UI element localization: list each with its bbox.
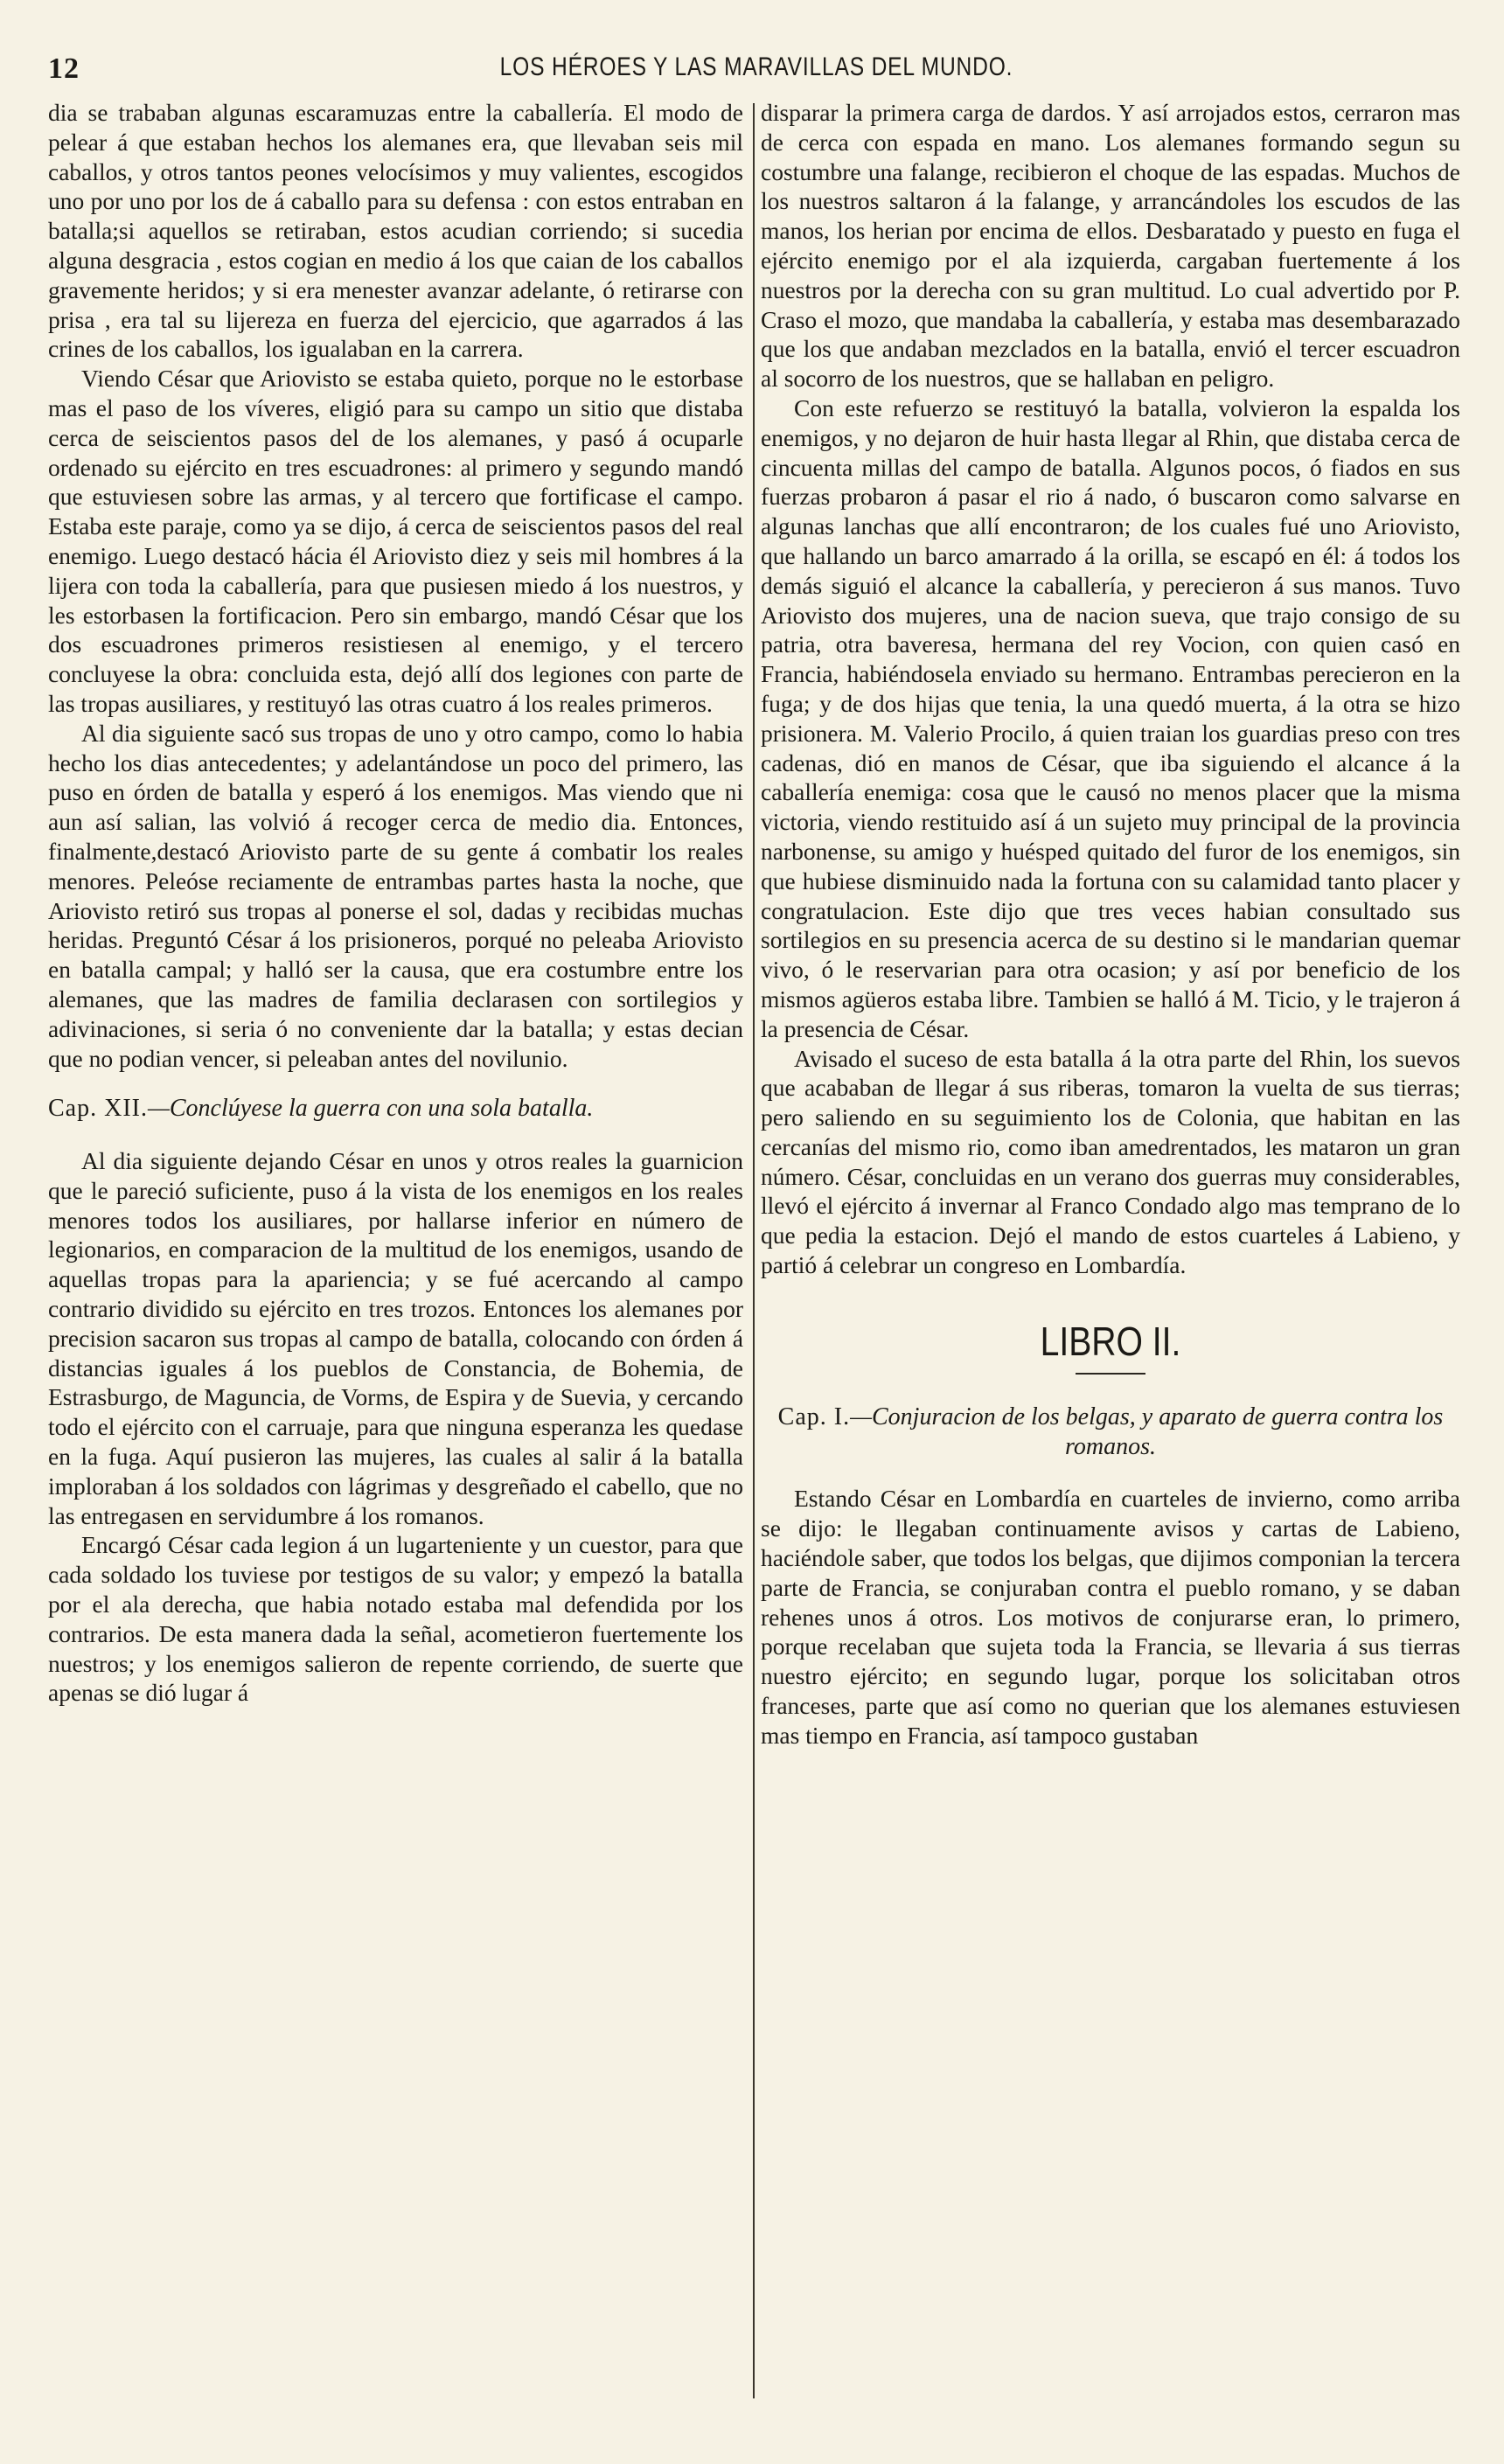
book-title-rule <box>1076 1373 1145 1375</box>
running-title: LOS HÉROES Y LAS MARAVILLAS DEL MUNDO. <box>499 52 1013 81</box>
paragraph: Con este refuerzo se restituyó la batalla, volvieron la espalda los enemigos, y no dejaron de huir hasta llegar al Rhin, que distaba cerca de cincuenta millas del campo de batalla. Algunos pocos, ó fiados en sus fuerzas probaron á pasar el rio á nado, ó buscaron como salvarse en algunas lanchas que allí encontraron; de los cuales fué uno Ariovisto, que hallando un barco amarrado á la orilla, se escapó en él: á todos los demás siguió el alcance la caballería, y perecieron á sus manos. Tuvo Ariovisto dos mujeres, una de nacion sueva, que trajo consigo de su patria, otra baveresa, hermana del rey Vocion, con quien casó en Francia, habiéndosela enviado su hermano. Entrambas perecieron en la fuga; y de dos hijas que tenia, la una quedó muerta, á la otra se hizo prisionera. M. Valerio Procilo, á quien traian los guardias preso con tres cadenas, dió en manos de César, que iba siguiendo el alcance á la caballería enemiga: cosa que le causó no menos placer que la misma victoria, viendo restituido así á un sujeto muy principal de la provincia narbonense, su amigo y huésped quitado del furor de los enemigos, sin que hubiese disminuido nada la fortuna con su calamidad tanto placer y congratulacion. Este dijo que tres veces habian consultado sus sortilegios en su presencia acerca de su destino si le mandarian quemar vivo, ó le reservarian para otra ocasion; y así por beneficio de los mismos agüeros estaba libre. Tambien se halló á M. Ticio, y le trajeron á la presencia de César. <box>761 393 1460 1042</box>
chapter-heading <box>761 1403 1460 1462</box>
page-header <box>48 52 1465 96</box>
page-number: 12 <box>48 52 80 85</box>
left-column <box>48 98 743 2406</box>
column-divider <box>753 103 755 2398</box>
paragraph: Al dia siguiente dejando César en unos y otros reales la guarnicion que le pareció suficiente, puso á la vista de los enemigos en los reales menores todos los ausiliares, por hallarse inferior en número de legionarios, en comparacion de la multitud de los enemigos, usando de aquellas tropas para la apariencia; y se fué acercando al campo contrario dividido su ejército en tres trozos. Entonces los alemanes por precision sacaron sus tropas al campo de batalla, colocando con órden á distancias iguales á los pueblos de Constancia, de Bohemia, de Estrasburgo, de Maguncia, de Vorms, de Espira y de Suevia, y cercando todo el ejército con el carruaje, para que ninguna esperanza les quedase en la fuga. Aquí pusieron las mujeres, las cuales al salir á la batalla imploraban á los soldados con lágrimas y desgreñado el cabello, que no las entregasen en servidumbre á los romanos. <box>48 1147 743 1529</box>
paragraph: Al dia siguiente sacó sus tropas de uno y otro campo, como lo habia hecho los dias antecedentes; y adelantándose un poco del primero, las puso en órden de batalla y esperó á los enemigos. Mas viendo que ni aun así salian, las volvió á recoger cerca de medio dia. Entonces, finalmente,destacó Ariovisto parte de su gente á combatir los reales menores. Peleóse reciamente de entrambas partes hasta la noche, que Ariovisto retiró sus tropas al ponerse el sol, dadas y recibidas muchas heridas. Preguntó César á los prisioneros, porqué no peleaba Ariovisto en batalla campal; y halló ser la causa, que era costumbre entre los alemanes, que las madres de familia declarasen con sortilegios y adivinaciones, si seria ó no conveniente dar la batalla; y estas decian que no podian vencer, si peleaban antes del novilunio. <box>48 719 743 1072</box>
chapter-heading <box>48 1094 743 1124</box>
chapter-title: —Conjuracion de los belgas, y aparato de guerra contra los romanos. <box>850 1403 1444 1460</box>
paragraph: disparar la primera carga de dardos. Y así arrojados estos, cerraron mas de cerca con espada en mano. Los alemanes formando segun su costumbre una falange, recibieron el choque de las espadas. Muchos de los nuestros saltaron á la falange, y arrancándoles los escudos de las manos, los herian por encima de ellos. Desbaratado y puesto en fuga el ejército enemigo por el ala izquierda, cargaban fuertemente á los nuestros por la derecha con su gran multitud. Lo cual advertido por P. Craso el mozo, que mandaba la caballería, y estaba mas desembarazado que los que andaban mezclados en la batalla, envió el tercer escuadron al socorro de los nuestros, que se hallaban en peligro. <box>761 99 1460 393</box>
chapter-title: —Conclúyese la guerra con una sola batalla. <box>147 1095 594 1123</box>
paragraph: dia se trababan algunas escaramuzas entre la caballería. El modo de pelear á que estaban hechos los alemanes era, que llevaban seis mil caballos, y otros tantos peones velocísimos y muy valientes, escogidos uno por uno por los de á caballo para su defensa : con estos entraban en batalla;si aquellos se retiraban, estos acudian corriendo; si sucedia alguna desgracia , estos cogian en medio á los que caian de los caballos gravemente heridos; y si era menester avanzar adelante, ó retirarse con prisa , era tal su lijereza en fuerza del ejercicio, que agarrados á las crines de los caballos, los igualaban en la carrera. <box>48 99 743 363</box>
chapter-label: Cap. XII. <box>48 1095 148 1123</box>
paragraph: Estando César en Lombardía en cuarteles de invierno, como arriba se dijo: le llegaban continuamente avisos y cartas de Labieno, haciéndole saber, que todos los belgas, que dijimos componian la tercera parte de Francia, se conjuraban contra el pueblo romano, y se daban rehenes unos á otros. Los motivos de conjurarse eran, lo primero, porque recelaban que sujeta toda la Francia, se llevaria á sus tierras nuestro ejército; en segundo lugar, porque los solicitaban otros franceses, parte que así como no querian que los alemanes estuviesen mas tiempo en Francia, así tampoco gustaban <box>761 1485 1460 1749</box>
right-column <box>761 98 1460 2406</box>
paragraph: Encargó César cada legion á un lugarteniente y un cuestor, para que cada soldado los tuviese por testigos de su valor; y empezó la batalla por el ala derecha, que habia notado estaba mal defendida por los contrarios. De esta manera dada la señal, acometieron fuertemente los nuestros; y los enemigos salieron de repente corriendo, de suerte que apenas se dió lugar á <box>48 1531 743 1707</box>
book-title: LIBRO II. <box>1040 1318 1181 1364</box>
paragraph: Viendo César que Ariovisto se estaba quieto, porque no le estorbase mas el paso de los víveres, eligió para su campo un sitio que distaba cerca de seiscientos pasos del de los alemanes, y pasó á ocuparle ordenado su ejército en tres escuadrones: al primero y segundo mandó que estuviesen sobre las armas, y al tercero que fortificase el campo. Estaba este paraje, como ya se dijo, á cerca de seiscientos pasos del real enemigo. Luego destacó hácia él Ariovisto diez y seis mil hombres á la lijera con toda la caballería, para que pusiesen miedo á los nuestros, y les estorbasen la fortificacion. Pero sin embargo, mandó César que los dos escuadrones primeros resistiesen al enemigo, y el tercero concluyese la obra: concluida esta, dejó allí dos legiones con parte de las tropas ausiliares, y restituyó las otras cuatro á los reales primeros. <box>48 365 743 717</box>
chapter-label: Cap. I. <box>777 1403 851 1430</box>
paragraph: Avisado el suceso de esta batalla á la otra parte del Rhin, los suevos que acababan de llegar á sus riberas, tomaron la vuelta de sus tierras; pero saliendo en su seguimiento los de Colonia, que habitan en las cercanías del mismo rio, como iban amedrentados, les mataron un gran número. César, concluidas en un verano dos guerras muy considerables, llevó el ejército á invernar al Franco Condado algo mas temprano de lo que pedia la estacion. Dejó el mando de estos cuarteles á Labieno, y partió á celebrar un congreso en Lombardía. <box>761 1044 1460 1279</box>
